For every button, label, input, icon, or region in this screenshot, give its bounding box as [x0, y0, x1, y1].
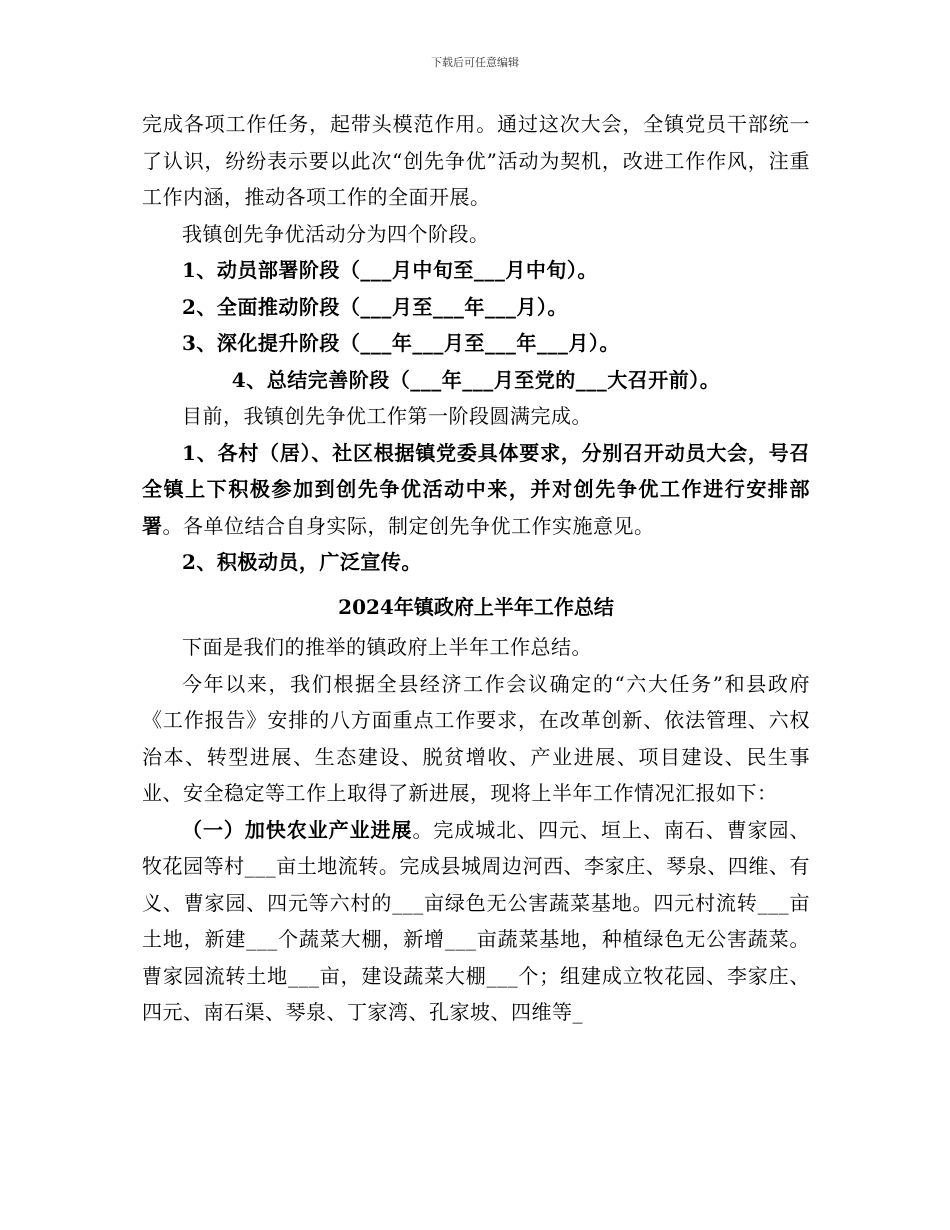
paragraph-continued: 完成各项工作任务，起带头模范作用。通过这次大会，全镇党员干部统一了认识，纷纷表示要以此次“创先争优”活动为契机，改进工作作风，注重工作内涵，推动各项工作的全面开展。: [142, 112, 810, 209]
paragraph-intro: 下面是我们的推举的镇政府上半年工作总结。: [182, 635, 592, 659]
paragraph-current-status: 目前，我镇创先争优工作第一阶段圆满完成。: [182, 404, 592, 428]
stage-item-4: 4、总结完善阶段（___年___月至党的___大召开前）。: [231, 367, 721, 392]
list-item-mobilization-bold: 1、各村（居）、社区根据镇党委具体要求，分别召开动员大会，号召全镇上下积极参加到创先争优活动中来，并对创先争优工作进行安排部署: [142, 440, 810, 538]
document-body: [142, 106, 810, 1031]
list-item-publicity: 2、积极动员，广泛宣传。: [182, 550, 422, 574]
agriculture-text: 。完成城北、四元、垣上、南石、曹家园、牧花园等村___亩土地流转。完成县城周边河西、李家庄、琴泉、四维、有义、曹家园、四元等六村的___亩绿色无公害蔬菜基地。四元村流转___亩土地，新建___个蔬菜大棚，新增___亩蔬菜基地，种植绿色无公害蔬菜。曹家园流转土地___亩，建设蔬菜大棚___个；组建成立牧花园、李家庄、四元、南石渠、琴泉、丁家湾、孔家坡、四维等_: [142, 817, 811, 1024]
section-title: 2024年镇政府上半年工作总结: [338, 594, 614, 619]
paragraph-agriculture: [142, 812, 810, 1031]
agriculture-heading: （一）加快农业产业进展: [182, 817, 413, 842]
paragraph-stages-intro: 我镇创先争优活动分为四个阶段。: [182, 221, 490, 246]
stage-item-3: 3、深化提升阶段（___年___月至___年___月）。: [182, 331, 620, 355]
paragraph-main: 今年以来，我们根据全县经济工作会议确定的“六大任务”和县政府《工作报告》安排的八方面重点工作要求，在改革创新、依法管理、六权治本、转型进展、生态建设、脱贫增收、产业进展、项目建设、民生事业、安全稳定等工作上取得了新进展，现将上半年工作情况汇报如下：: [142, 671, 810, 805]
page-header: 下载后可任意编辑: [431, 56, 519, 69]
stage-item-2: 2、全面推动阶段（___月至___年___月）。: [182, 294, 568, 319]
list-item-mobilization-rest: 。各单位结合自身实际，制定创先争优工作实施意见。: [162, 513, 655, 538]
list-item-mobilization: [142, 435, 810, 545]
stage-item-1: 1、动员部署阶段（___月中旬至___月中旬）。: [182, 258, 598, 282]
